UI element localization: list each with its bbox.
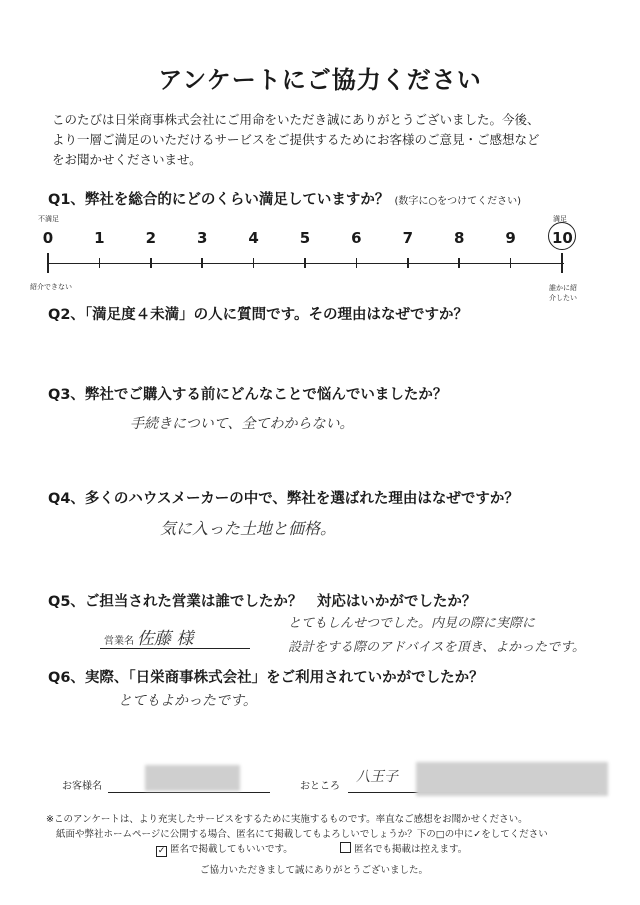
question-6-answer: とてもよかったです。	[118, 693, 257, 709]
question-1-label: Q1、弊社を総合的にどのくらい満足していますか？	[48, 192, 390, 208]
customer-name-underline	[108, 792, 270, 793]
address-prefix: 八王子	[356, 769, 398, 785]
question-3: Q3、弊社でご購入する前にどんなことで悩んでいましたか？	[48, 387, 448, 403]
sales-name-value: 佐藤 様	[137, 629, 194, 649]
question-5-answer-line-1: とてもしんせつでした。内見の際に実際に	[288, 616, 536, 631]
intro-line: より一層ご満足のいただけるサービスをご提供するためにお客様のご意見・ご感想など	[52, 132, 540, 147]
scale-number[interactable]: 3	[196, 229, 208, 247]
scale-number[interactable]: 7	[402, 229, 414, 247]
scale-tick	[407, 258, 409, 268]
scale-number[interactable]: 10	[552, 229, 573, 247]
question-4-answer: 気に入った土地と価格。	[160, 519, 337, 538]
option-anonymous-ok	[156, 841, 293, 857]
scale-right-bottom-label: 誰かに紹介したい	[549, 284, 577, 302]
question-6: Q6、実際、「日栄商事株式会社」をご利用されていかがでしたか？	[48, 670, 484, 686]
scale-number[interactable]: 8	[453, 229, 465, 247]
footer-note-1: ※このアンケートは、より充実したサービスをするために実施するものです。率直なご感想をお聞かせください。	[46, 814, 528, 825]
scale-number[interactable]: 0	[42, 229, 54, 247]
customer-name-label: お客様名	[62, 781, 102, 792]
scale-tick	[47, 253, 49, 273]
scale-tick	[150, 258, 152, 268]
scale-tick	[561, 253, 563, 273]
address-label: おところ	[300, 781, 340, 792]
scale-tick	[99, 258, 101, 268]
scale-number[interactable]: 9	[505, 229, 516, 247]
intro-line: このたびは日栄商事株式会社にご用命をいただき誠にありがとうございました。今後、	[52, 112, 540, 127]
option-anonymous-ok-label: 匿名で掲載してもいいです。	[170, 844, 293, 855]
scale-line	[48, 263, 564, 264]
question-1	[48, 188, 521, 209]
scale-left-bottom-label: 紹介できない	[30, 283, 72, 291]
question-3-answer: 手続きについて、全てわからない。	[130, 416, 354, 432]
question-5: Q5、ご担当された営業は誰でしたか？ 対応はいかがでしたか？	[48, 594, 477, 610]
question-4: Q4、多くのハウスメーカーの中で、弊社を選ばれた理由はなぜですか？	[48, 491, 519, 507]
scale-number[interactable]: 1	[94, 229, 105, 247]
scale-right-top-label: 満足	[553, 215, 567, 223]
scale-left-top-label: 不満足	[38, 215, 59, 223]
scale-number[interactable]: 2	[145, 229, 157, 247]
option-decline-checkbox[interactable]	[340, 842, 351, 853]
scale-tick	[356, 258, 358, 268]
scale-tick	[458, 258, 460, 268]
sales-name-label: 営業名	[104, 636, 134, 647]
page-title: アンケートにご協力ください	[158, 66, 482, 94]
option-decline-label: 匿名でも掲載は控えます。	[354, 844, 468, 855]
scale-number[interactable]: 4	[248, 229, 259, 247]
footer-note-2: 紙面や弊社ホームページに公開する場合、匿名にて掲載してもよろしいでしょうか？下の□の中に✓をしてください	[56, 829, 548, 840]
intro-text	[52, 110, 592, 170]
customer-name-redacted	[145, 765, 240, 791]
intro-line: をお聞かせくださいませ。	[52, 152, 202, 167]
scale-number[interactable]: 5	[299, 229, 311, 247]
option-anonymous-ok-checkbox[interactable]: ✓	[157, 846, 166, 856]
address-redacted	[416, 762, 608, 796]
scale-number[interactable]: 6	[351, 229, 362, 247]
scale-tick	[304, 258, 306, 268]
option-decline	[340, 841, 467, 855]
sales-name-underline	[100, 648, 250, 649]
scale-tick	[510, 258, 512, 268]
selected-score-circle	[548, 222, 576, 250]
question-1-note: (数字に○をつけてください)	[394, 196, 522, 207]
scale-tick	[253, 258, 255, 268]
question-5-answer-line-2: 設計をする際のアドバイスを頂き、よかったです。	[288, 640, 586, 655]
question-2: Q2、「満足度４未満」の人に質問です。その理由はなぜですか？	[48, 307, 469, 323]
scale-tick	[201, 258, 203, 268]
thanks-text: ご協力いただきまして誠にありがとうございました。	[200, 865, 429, 876]
